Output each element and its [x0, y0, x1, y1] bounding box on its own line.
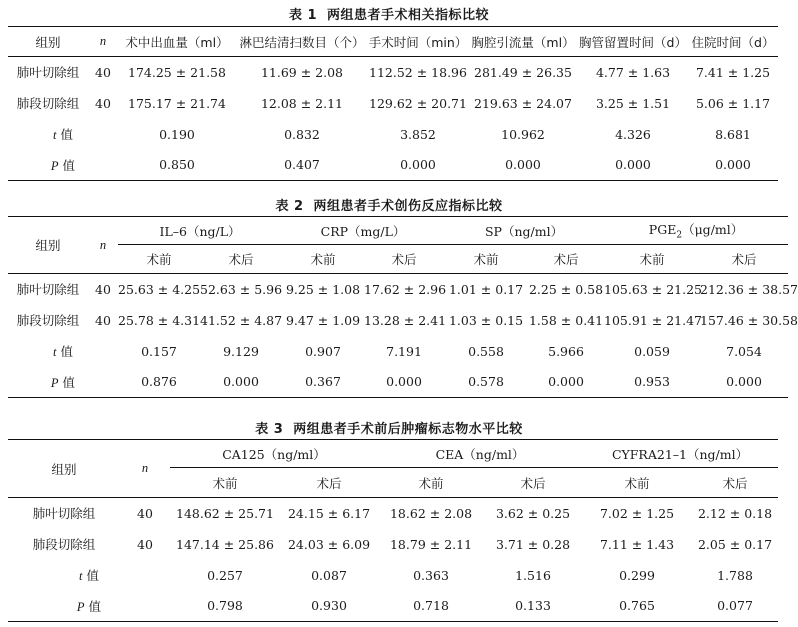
- t-value-row: [8, 336, 788, 367]
- table2-header-il6: IL–6（ng/L）: [118, 217, 282, 245]
- p-letter: P: [76, 599, 85, 614]
- cea-pre-header: 术前: [418, 475, 444, 491]
- pge-pre-header: 术前: [639, 252, 665, 267]
- table2-number: 表 2: [275, 199, 304, 214]
- table1-title: 两组患者手术相关指标比较: [327, 8, 490, 23]
- il6-pre-t: 0.157: [141, 343, 177, 359]
- cyfra-pre-t: 0.299: [619, 567, 655, 583]
- t-label: [8, 119, 118, 150]
- table2-header-crp: CRP（mg/L）: [282, 217, 444, 245]
- ca125-pre-value: 147.14 ± 25.86: [176, 536, 274, 552]
- cyfra-pre-p: 0.765: [619, 598, 655, 614]
- table3-number: 表 3: [255, 422, 284, 437]
- sp-pre-value: 1.03 ± 0.15: [448, 312, 524, 328]
- cea-pre-p: 0.718: [413, 598, 449, 614]
- group-label: 肺叶切除组: [16, 65, 80, 81]
- sp-pre-t: 0.558: [468, 343, 504, 359]
- p-value-row: [8, 367, 788, 398]
- t-label: [8, 336, 118, 367]
- group-label: 肺段切除组: [32, 537, 96, 552]
- p-label: [8, 150, 118, 181]
- lymph-value: 11.69 ± 2.08: [260, 64, 344, 80]
- sp-pre-p: 0.578: [468, 374, 504, 390]
- cyfra-pre-value: 7.11 ± 1.43: [599, 536, 675, 552]
- ca125-pre-p: 0.798: [207, 598, 243, 614]
- crp-post-t: 7.191: [386, 343, 422, 359]
- p-value-row: [8, 591, 778, 622]
- p-label: [8, 591, 170, 622]
- ca125-post-value: 24.15 ± 6.17: [287, 505, 371, 521]
- crp-pre-value: 9.25 ± 1.08: [285, 281, 361, 297]
- p-value-row: [8, 150, 778, 181]
- hosp-value: 5.06 ± 1.17: [695, 95, 771, 111]
- table3-header-row: [8, 440, 778, 468]
- blood-t: 0.190: [159, 126, 195, 142]
- optime-value: 112.52 ± 18.96: [369, 64, 467, 80]
- group-label: 肺叶切除组: [32, 506, 96, 522]
- crp-pre-t: 0.907: [305, 343, 341, 359]
- ca125-pre-header: 术前: [212, 475, 238, 491]
- sp-post-value: 2.25 ± 0.58: [528, 281, 604, 297]
- il6-pre-value: 25.78 ± 4.31: [118, 312, 201, 328]
- il6-pre-header: 术前: [146, 252, 172, 267]
- table-row: [8, 88, 778, 119]
- p-label-text: 值: [62, 157, 76, 173]
- ca125-post-t: 0.087: [311, 567, 347, 583]
- group-label: 肺段切除组: [16, 96, 80, 111]
- tube-t: 4.326: [615, 126, 651, 142]
- optime-t: 3.852: [400, 126, 436, 142]
- cea-post-value: 3.71 ± 0.28: [495, 536, 571, 552]
- cyfra-post-t: 1.788: [717, 567, 753, 583]
- cea-post-header: 术后: [520, 475, 546, 491]
- cyfra-post-header: 术后: [722, 475, 748, 491]
- pge-post-header: 术后: [731, 252, 757, 267]
- group-label: 肺段切除组: [16, 313, 80, 328]
- sp-post-t: 5.966: [548, 343, 584, 359]
- t-value-row: [8, 560, 778, 591]
- table3-title: 两组患者手术前后肿瘤标志物水平比较: [293, 422, 523, 437]
- table2: [8, 216, 798, 398]
- table3-header-cyfra: CYFRA21–1（ng/ml）: [582, 440, 778, 468]
- table2-header-n: n: [88, 217, 118, 274]
- t-label: [8, 560, 170, 591]
- table2-header-row: [8, 217, 788, 245]
- table2-caption: [0, 195, 778, 214]
- blood-value: 174.25 ± 21.58: [128, 64, 226, 80]
- table1-header-row: [8, 27, 778, 57]
- il6-post-p: 0.000: [223, 374, 259, 390]
- il6-post-t: 9.129: [223, 343, 259, 359]
- cyfra-post-value: 2.12 ± 0.18: [697, 505, 773, 521]
- cea-pre-value: 18.79 ± 2.11: [389, 536, 473, 552]
- n-value: 40: [95, 95, 111, 111]
- n-value: 40: [95, 64, 111, 80]
- table1-number: 表 1: [288, 8, 318, 23]
- table2-header-group: 组别: [8, 217, 88, 274]
- hosp-t: 8.681: [715, 126, 751, 142]
- ca125-pre-value: 148.62 ± 25.71: [176, 505, 274, 521]
- t-letter: t: [53, 345, 57, 359]
- t-label-text: 值: [60, 344, 73, 359]
- drain-p: 0.000: [505, 157, 541, 173]
- sp-pre-value: 1.01 ± 0.17: [448, 281, 524, 297]
- p-label: [8, 367, 118, 398]
- table-row: [8, 529, 778, 560]
- table3-caption: [0, 418, 778, 437]
- crp-post-p: 0.000: [386, 374, 422, 390]
- crp-pre-value: 9.47 ± 1.09: [285, 312, 361, 328]
- drain-value: 281.49 ± 26.35: [474, 64, 572, 80]
- ca125-pre-t: 0.257: [207, 567, 243, 583]
- optime-p: 0.000: [400, 157, 436, 173]
- crp-pre-p: 0.367: [305, 374, 341, 390]
- cyfra-post-p: 0.077: [717, 598, 753, 614]
- t-label-text: 值: [86, 568, 99, 583]
- hosp-value: 7.41 ± 1.25: [695, 64, 771, 80]
- table1-header-optime: 手术时间（min）: [368, 34, 468, 50]
- cea-post-p: 0.133: [515, 598, 551, 614]
- crp-post-header: 术后: [391, 252, 417, 267]
- tube-p: 0.000: [615, 157, 651, 173]
- table1-header-n: n: [99, 34, 107, 48]
- p-letter: P: [50, 375, 59, 390]
- tube-value: 4.77 ± 1.63: [595, 64, 671, 80]
- table-row: [8, 498, 778, 529]
- sp-post-header: 术后: [553, 252, 579, 267]
- pge-pre-p: 0.953: [634, 374, 670, 390]
- pge-pre-t: 0.059: [634, 343, 670, 359]
- pge-post-p: 0.000: [726, 374, 762, 390]
- ca125-post-header: 术后: [316, 475, 342, 491]
- table2-subheader-row: [8, 245, 788, 274]
- il6-post-value: 41.52 ± 4.87: [200, 312, 283, 328]
- sp-post-p: 0.000: [548, 374, 584, 390]
- table-row: [8, 57, 778, 88]
- hosp-p: 0.000: [715, 157, 751, 173]
- table3-header-group: 组别: [8, 440, 120, 498]
- table2-title: 两组患者手术创伤反应指标比较: [313, 199, 503, 214]
- drain-t: 10.962: [501, 126, 545, 142]
- tube-value: 3.25 ± 1.51: [595, 95, 671, 111]
- il6-post-header: 术后: [228, 252, 254, 267]
- table3-header-cea: CEA（ng/ml）: [378, 440, 582, 468]
- table1: [8, 26, 778, 181]
- table1-header-group: 组别: [35, 34, 61, 50]
- cyfra-pre-header: 术前: [624, 475, 650, 491]
- pge-unit: （μg/ml）: [682, 222, 744, 238]
- pge-label: PGE: [648, 222, 677, 238]
- lymph-value: 12.08 ± 2.11: [260, 95, 344, 111]
- table1-header-tube: 胸管留置时间（d）: [579, 34, 687, 50]
- il6-pre-p: 0.876: [141, 374, 177, 390]
- cea-post-value: 3.62 ± 0.25: [495, 505, 571, 521]
- optime-value: 129.62 ± 20.71: [369, 95, 467, 111]
- t-label-text: 值: [60, 127, 73, 142]
- table3-header-ca125: CA125（ng/ml）: [170, 440, 378, 468]
- table-row: [8, 274, 788, 305]
- t-letter: t: [53, 128, 57, 142]
- pge-subscript: 2: [676, 230, 683, 241]
- table1-caption: [0, 4, 778, 23]
- drain-value: 219.63 ± 24.07: [474, 95, 572, 111]
- blood-value: 175.17 ± 21.74: [128, 95, 226, 111]
- pge-post-value: 212.36 ± 38.57: [700, 281, 798, 297]
- blood-p: 0.850: [159, 157, 195, 173]
- cea-pre-t: 0.363: [413, 567, 449, 583]
- table2-header-sp: SP（ng/ml）: [444, 217, 604, 245]
- n-value: 40: [137, 505, 153, 521]
- n-value: 40: [137, 536, 153, 552]
- crp-post-value: 17.62 ± 2.96: [364, 281, 447, 297]
- group-label: 肺叶切除组: [16, 282, 80, 298]
- table1-header-drain: 胸腔引流量（ml）: [471, 34, 575, 50]
- pge-pre-value: 105.91 ± 21.47: [604, 312, 702, 328]
- pge-post-value: 157.46 ± 30.58: [700, 312, 798, 328]
- sp-pre-header: 术前: [473, 252, 499, 267]
- ca125-post-p: 0.930: [311, 598, 347, 614]
- n-value: 40: [95, 281, 111, 297]
- table-row: [8, 305, 788, 336]
- il6-post-value: 52.63 ± 5.96: [200, 281, 283, 297]
- p-letter: P: [50, 158, 59, 173]
- p-label-text: 值: [62, 374, 76, 390]
- lymph-p: 0.407: [284, 157, 320, 173]
- cyfra-post-value: 2.05 ± 0.17: [697, 536, 773, 552]
- cea-post-t: 1.516: [515, 567, 551, 583]
- cea-pre-value: 18.62 ± 2.08: [389, 505, 473, 521]
- p-label-text: 值: [88, 598, 102, 614]
- pge-post-t: 7.054: [726, 343, 762, 359]
- t-value-row: [8, 119, 778, 150]
- table1-header-lymph: 淋巴结清扫数目（个）: [239, 34, 365, 50]
- table1-header-hosp: 住院时间（d）: [691, 34, 775, 50]
- table1-header-blood: 术中出血量（ml）: [125, 34, 229, 50]
- table2-header-pge: [604, 217, 788, 245]
- crp-pre-header: 术前: [310, 252, 336, 267]
- crp-post-value: 13.28 ± 2.41: [364, 312, 447, 328]
- ca125-post-value: 24.03 ± 6.09: [287, 536, 371, 552]
- pge-pre-value: 105.63 ± 21.25: [604, 281, 702, 297]
- sp-post-value: 1.58 ± 0.41: [528, 312, 604, 328]
- cyfra-pre-value: 7.02 ± 1.25: [599, 505, 675, 521]
- lymph-t: 0.832: [284, 126, 320, 142]
- t-letter: t: [79, 569, 83, 583]
- table3: [8, 439, 778, 622]
- n-value: 40: [95, 312, 111, 328]
- table3-header-n: n: [120, 440, 170, 498]
- il6-pre-value: 25.63 ± 4.25: [118, 281, 201, 297]
